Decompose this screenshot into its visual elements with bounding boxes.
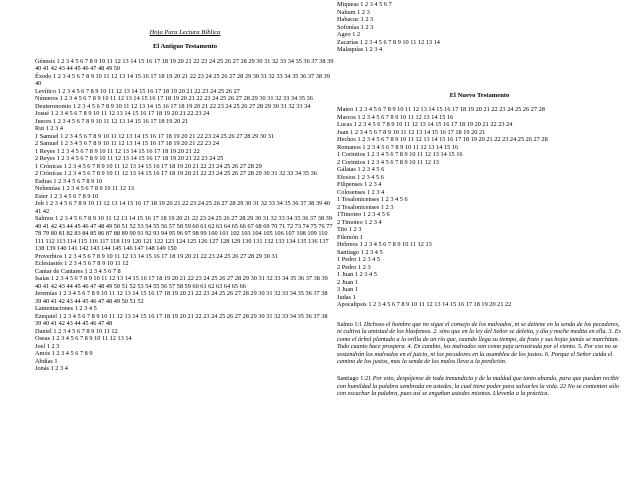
- book-name: Hebreos: [337, 241, 358, 248]
- book-row: [337, 211, 622, 219]
- book-chapters: 1 2 3 4 5 6 7 8 9 10 11 12 13 14 15 16 17 18 19 20 21 22 23 24 25 26 27 28 29 30 31 32 33 34: [72, 102, 311, 110]
- old-testament-heading: El Antiguo Testamento: [152, 43, 218, 50]
- book-name: 1 Pedro: [337, 256, 357, 263]
- book-chapters: 1 2 3 4 5: [74, 305, 97, 312]
- book-chapters: 1 2 3 4 5 6 7 8 9 10 11 12 13 14 15 16 17 18 19 20 21 22 23 24: [60, 140, 219, 147]
- book-name: Lamentaciones: [35, 305, 74, 312]
- book-name: Joel: [35, 342, 46, 350]
- book-chapters: 1 2 3 4 5 6 7 8: [84, 267, 121, 275]
- book-chapters: 1 2 3 4 5 6 7 8 9 10 11 12 13 14 15 16: [362, 143, 459, 151]
- book-chapters: 1: [354, 286, 358, 293]
- book-chapters: 1 2 3 4 5 6 7 8 9 10 11 12: [64, 260, 129, 267]
- book-chapters: 1 2 3 4 5 6 7 8 9 10 11 12 13 14 15 16 17 18 19 20 21 22 23 24 25: [56, 155, 224, 162]
- book-row: [337, 219, 622, 227]
- book-row: [35, 260, 335, 268]
- book-row: [35, 103, 335, 111]
- book-name: Éxodo: [35, 72, 52, 80]
- book-name: Jonás: [35, 365, 49, 372]
- book-name: Deuteronomio: [35, 102, 72, 110]
- book-name: Sofonías: [337, 23, 360, 31]
- book-name: 2 Reyes: [35, 155, 56, 162]
- book-row: [35, 185, 335, 193]
- book-name: 2 Samuel: [35, 140, 59, 147]
- book-name: Job: [35, 200, 44, 207]
- book-row: [35, 215, 335, 253]
- book-chapters: 1: [352, 293, 356, 301]
- book-row: [35, 88, 335, 96]
- book-name: 1 Tesalonicenses: [337, 196, 380, 203]
- book-chapters: 1 2 3 4 5 6 7 8 9 10 11 12 13 14 15 16 17 18 19 20 21 22 23 24 25 26 27 28 29: [63, 162, 262, 170]
- book-chapters: 1 2 3: [360, 23, 374, 31]
- book-row: [35, 58, 335, 73]
- book-name: Ester: [35, 192, 48, 200]
- book-row: [337, 174, 622, 182]
- book-row: [35, 313, 335, 328]
- book-row: [337, 166, 622, 174]
- book-row: [337, 46, 622, 54]
- book-chapters: 1 2 3 4: [364, 46, 383, 53]
- old-testament-book-list: [35, 58, 335, 373]
- book-name: Efesios: [337, 173, 356, 181]
- book-chapters: 1 2 3 4 5 6 7 8 9 10 11 12 13 14 15 16 17 18 19 20 21 22 23 24 25 26 27 28 29 30 31 32 33 34 35 36: [63, 170, 317, 177]
- book-row: [337, 196, 622, 204]
- book-name: Cantar de Cantares: [35, 267, 83, 275]
- book-row: [35, 170, 335, 178]
- book-chapters: 1 2 3 4 5 6 7 8 9 10 11 12 13 14 15 16 17 18 19 20 21 22 23 24 25 26 27 28 29 30 31 32 33 34 35 36 37 38 39 40 41 42 43 44 45 46 47 48 49 50 51 52 53 54 55 56 57 58 59 60 61 62 63 64 65 66: [35, 275, 328, 290]
- book-row: [35, 155, 335, 163]
- book-chapters: 1 2 3: [46, 342, 60, 350]
- book-name: Tito: [337, 226, 348, 233]
- book-row: [35, 335, 335, 343]
- book-row: [337, 16, 622, 24]
- book-name: Mateo: [337, 106, 354, 113]
- book-row: [35, 268, 335, 276]
- book-row: [337, 144, 622, 152]
- book-row: [35, 193, 335, 201]
- book-row: [35, 140, 335, 148]
- book-row: [337, 234, 622, 242]
- book-chapters: 1 2 3 4 5 6 7 8 9 10 11 12 13: [366, 158, 439, 166]
- book-chapters: 1: [54, 357, 58, 365]
- book-chapters: 1 2 3 4 5 6 7 8 9 10 11 12: [53, 327, 118, 335]
- book-chapters: 1 2 3 4 5 6 7 8 9 10 11 12 13 14 15 16 17 18 19 20 21: [53, 117, 189, 125]
- book-name: 2 Tesalonicenses: [337, 203, 380, 211]
- book-chapters: 1 2: [352, 31, 361, 38]
- book-name: 2 Timoteo: [337, 218, 363, 226]
- book-chapters: 1 2 3 4 5 6 7 8 9 10 11 12 13 14 15 16 17 18 19 20 21 22 23 24 25 26 27 28 29 30 31: [60, 132, 275, 140]
- book-name: 2 Corintios: [337, 158, 366, 166]
- book-row: [337, 204, 622, 212]
- book-chapters: 1 2 3 4 5 6 7 8 9 10 11 12 13 14 15 16 17 18 19 20 21 22 23 24 25 26 27 28 29 30 31 32 33 34 35 36 37 38 39 40 41 42 43 44 45 46 47 48: [35, 312, 328, 327]
- book-chapters: 1 2 3 4 5 6: [357, 166, 385, 173]
- book-chapters: 1 2 3 4: [366, 188, 385, 196]
- book-name: 1 Juan: [337, 271, 354, 278]
- book-row: [337, 151, 622, 159]
- book-row: [337, 256, 622, 264]
- book-row: [337, 294, 622, 302]
- book-chapters: 1 2 3 4 5 6 7 8 9 10: [49, 192, 99, 200]
- book-chapters: 1 2 3 4: [50, 365, 68, 372]
- book-row: [337, 136, 622, 144]
- book-row: [35, 178, 335, 186]
- book-chapters: 1 2 3 4 5 6 7 8 9: [51, 350, 93, 357]
- book-name: 3 Juan: [337, 286, 354, 293]
- book-name: 1 Crónicas: [35, 162, 63, 170]
- book-row: [337, 39, 622, 47]
- book-name: Esdras: [35, 177, 52, 185]
- book-name: Hechos: [337, 136, 356, 143]
- book-chapters: 1 2 3: [380, 203, 394, 211]
- book-chapters: 1 2 3 4 5: [354, 271, 377, 278]
- book-name: Nehemías: [35, 185, 61, 192]
- book-chapters: 1 2 3 4 5 6: [357, 173, 384, 181]
- book-chapters: 1 2 3 4 5 6 7 8 9 10 11 12 13 14 15 16 17 18 19 20 21 22 23 24: [353, 121, 513, 128]
- book-chapters: 1 2 3 4 5 6 7 8 9 10 11 12 13 14 15 16 17 18 19 20 21 22 23 24 25 26 27 28 29 30 31 32 33 34 35 36 37 38 39 40 41 42 43 44 45 46 47 48 49 50 51 52 53 54 55 56 57 58 59 60 61 62 63 64 65 66 67 68 69 70 71 72 73 74 75 76 77 78 79 80 81 82 83 84 85 86 87 88 89 90 91 92 93 94 95 96 97 98 99 100 101 102 103 104 105 106 107 108 109 110 111 112 113 114 115 116 117 118 119 120 121 122 123 124 125 126 127 128 129 130 131 132 133 134 135 136 137 138 139 140 141 142 143 144 145 146 147 148 149 150: [35, 215, 333, 252]
- book-row: [35, 365, 335, 373]
- book-row: [337, 121, 622, 129]
- book-chapters: 1 2 3: [358, 263, 371, 271]
- book-chapters: 1 2 3 4 5 6 7 8 9 10 11 12 13 14 15 16 17 18 19 20 21 22 23 24 25 26 27 28 29 30 31 32 33 34 35 36 37 38 39 40: [35, 72, 330, 87]
- book-chapters: 1 2 3: [360, 16, 374, 23]
- book-row: [337, 24, 622, 32]
- book-row: [337, 286, 622, 294]
- book-chapters: 1 2 3 4 5 6 7: [360, 1, 392, 8]
- book-row: [35, 305, 335, 313]
- book-name: Apocalipsis: [337, 301, 367, 308]
- book-name: Isaías: [35, 275, 50, 282]
- page-title: Hoja Para Lectura Bíblica: [149, 29, 221, 36]
- quote-text: Dichoso el hombre que no sigue el consejo de los malvados, ni se detiene en la senda de los pecadores, ni cultiva la amistad de los blasfemos. 2. sino que en la ley del Señor se deleita, y día y noche medita en ella. 3. Es como el árbol plantado a la orilla de un río que, cuando llega su tiempo, da fruto y sus hojas jamás se marchitan. Todo cuanto hace prospera. 4. En cambio, los malvados son como paja arrastrada por el viento. 5. Por eso no se sostendrán los malvados en el juicio, ni los pecadores en la asamblea de los justos. 6. Porque el Señor cuida el camino de los justos, mas la senda de los malos lleva a la perdición.: [337, 320, 621, 366]
- book-chapters: 1 2 3 4 5 6 7 8 9 10 11 12 13 14 15 16 17 18 19 20 21 22 23 24 25 26 27 28 29 30 31: [63, 252, 278, 260]
- book-chapters: 1 2 3 4 5 6 7 8 9 10 11 12 13: [61, 185, 134, 192]
- book-chapters: 1 2 3 4 5 6: [380, 196, 408, 203]
- book-row: [337, 189, 622, 197]
- book-row: [337, 129, 622, 137]
- book-chapters: 1 2 3: [348, 226, 362, 233]
- book-chapters: 1 2 3 4 5 6 7 8 9 10 11 12 13 14 15 16 17 18 19 20 21 22 23 24 25 26 27: [57, 87, 240, 95]
- book-chapters: 1 2 3 4 5 6 7 8 9 10 11 12 13: [359, 241, 432, 248]
- book-chapters: 1 2 3 4 5 6: [362, 211, 390, 218]
- book-chapters: 1 2 3: [357, 8, 370, 16]
- book-row: [337, 264, 622, 272]
- quote-text: Por esto, despójense de toda inmundicia y de la maldad que tanto abunda, para que puedan recibir con humildad la palabra sembrada en ustedes, la cual tiene poder para salvarles la vida. 22 No se contenten sólo con escuchar la palabra, pues así se engañan ustedes mismos. Llévenla a la práctica.: [337, 375, 620, 398]
- book-name: Daniel: [35, 327, 52, 335]
- book-chapters: 1 2 3 4 5 6 7 8 9 10 11 12 13 14 15 16 17 18 19 20 21 22 23 24 25 26 27 28: [357, 136, 548, 143]
- book-chapters: 1 2 3 4 5 6 7 8 9 10 11 12 13 14 15 16 17 18 19 20 21 22 23 24 25 26 27 28 29 30 31 32 33 34 35 36 37 38 39 40 41 42: [35, 200, 331, 215]
- book-name: Romanos: [337, 143, 361, 151]
- book-name: Oseas: [35, 335, 51, 342]
- book-chapters: 1 2 3 4 5 6 7 8 9 10 11 12 13 14 15 16 17 18 19 20 21 22 23 24 25 26 27 28 29 30 31 32 33 34 35 36: [59, 95, 313, 102]
- book-row: [35, 95, 335, 103]
- book-chapters: 1: [359, 233, 363, 241]
- book-chapters: 1 2 3 4 5 6 7 8 9 10 11 12 13 14 15 16 17 18 19 20 21 22: [56, 147, 200, 155]
- book-row: [337, 226, 622, 234]
- book-chapters: 1 2 3 4: [364, 181, 382, 188]
- book-row: [337, 114, 622, 122]
- book-name: Miqueas: [337, 1, 359, 8]
- book-row: [337, 9, 622, 17]
- book-row: [35, 148, 335, 156]
- scripture-quote: [337, 321, 622, 367]
- book-name: Nahum: [337, 8, 356, 16]
- book-chapters: 1 2 3 4 5 6 7 8 9 10 11 12 13 14 15 16 17 18 19 20 21 22: [368, 301, 512, 308]
- book-row: [35, 110, 335, 118]
- book-name: Juan: [337, 128, 349, 136]
- book-chapters: 1 2 3 4 5 6 7 8 9 10 11 12 13 14 15 16 17 18 19 20 21 22 23 24 25 26 27 28 29 30 31 32 33 34 35 36 37 38 39 40 41 42 43 44 45 46 47 48 49 50: [35, 57, 334, 72]
- book-row: [35, 73, 335, 88]
- book-name: Abdías: [35, 357, 53, 365]
- book-chapters: 1 2 3 4 5 6 7 8 9 10: [53, 177, 103, 185]
- book-chapters: 1 2 3 4 5 6 7 8 9 10 11 12 13 14: [51, 335, 132, 342]
- book-row: [35, 200, 335, 215]
- book-name: Habacuc: [337, 16, 360, 23]
- book-chapters: 1: [354, 278, 358, 286]
- book-name: Colosenses: [337, 188, 366, 196]
- book-name: Rut: [35, 125, 45, 132]
- book-name: Santiago: [337, 248, 360, 256]
- book-name: Filemón: [337, 233, 358, 241]
- book-row: [35, 253, 335, 261]
- book-row: [337, 106, 622, 114]
- book-chapters: 1 2 3 4 5 6 7 8 9 10 11 12 13 14 15 16 17 18 19 20 21 22 23 24: [50, 110, 210, 117]
- book-row: [337, 1, 622, 9]
- book-name: Amós: [35, 350, 51, 357]
- quote-reference: Salmo 1:1: [337, 320, 363, 328]
- book-chapters: 1 2 3 4 5 6 7 8 9 10 11 12 13 14 15 16 17 18 19 20 21: [350, 128, 486, 136]
- book-name: Judas: [337, 293, 351, 301]
- new-testament-book-list: [337, 106, 622, 309]
- scripture-quote: [337, 375, 622, 398]
- book-name: Eclesiastés: [35, 260, 63, 267]
- left-column: [35, 0, 335, 373]
- book-name: Marcos: [337, 113, 356, 121]
- book-name: 1 Samuel: [35, 132, 59, 140]
- new-testament-heading: El Nuevo Testamento: [449, 91, 510, 99]
- book-row: [35, 275, 335, 290]
- book-row: [35, 343, 335, 351]
- book-chapters: 1 2 3 4: [364, 218, 382, 226]
- book-name: Levítico: [35, 87, 56, 95]
- book-row: [337, 249, 622, 257]
- book-chapters: 1 2 3 4 5 6 7 8 9 10 11 12 13 14: [359, 38, 440, 46]
- book-row: [337, 271, 622, 279]
- book-row: [337, 159, 622, 167]
- book-name: Filipenses: [337, 181, 363, 188]
- book-name: Salmos: [35, 215, 54, 222]
- book-row: [35, 133, 335, 141]
- book-chapters: 1 2 3 4 5 6 7 8 9 10 11 12 13 14 15 16 17 18 19 20 21 22 23 24 25 26 27 28 29 30 31 32 33 34 35 36 37 38 39 40 41 42 43 44 45 46 47 48 49 50 51 52: [35, 290, 328, 305]
- book-name: Gálatas: [337, 166, 356, 173]
- book-row: [35, 125, 335, 133]
- book-name: Ezequiel: [35, 312, 58, 320]
- book-name: 2 Juan: [337, 278, 354, 286]
- old-testament-book-list-continued: [337, 1, 622, 54]
- book-name: Proverbios: [35, 252, 63, 260]
- book-name: 1Timoteo: [337, 211, 362, 218]
- quote-reference: Santiago 1:21: [337, 375, 372, 383]
- book-row: [337, 301, 622, 309]
- book-row: [35, 328, 335, 336]
- book-chapters: 1 2 3 4 5: [360, 248, 383, 256]
- book-row: [337, 181, 622, 189]
- book-row: [35, 163, 335, 171]
- book-chapters: 1 2 3 4 5 6 7 8 9 10 11 12 13 14 15 16 17 18 19 20 21 22 23 24 25 26 27 28: [354, 106, 545, 113]
- book-name: Josué: [35, 110, 49, 117]
- book-name: 2 Crónicas: [35, 170, 63, 177]
- book-name: Génesis: [35, 57, 55, 65]
- book-chapters: 1 2 3 4: [45, 125, 64, 132]
- book-name: 1 Reyes: [35, 147, 56, 155]
- book-row: [35, 290, 335, 305]
- right-column: [337, 0, 622, 398]
- book-row: [35, 358, 335, 366]
- book-chapters: 1 2 3 4 5 6 7 8 9 10 11 12 13 14 15 16: [357, 113, 454, 121]
- book-name: Jeremías: [35, 290, 58, 297]
- book-row: [337, 31, 622, 39]
- book-name: 1 Corintios: [337, 151, 366, 158]
- book-name: Malaquías: [337, 46, 364, 53]
- book-name: Jueces: [35, 117, 52, 125]
- book-name: 2 Pedro: [337, 263, 357, 271]
- book-name: Lucas: [337, 121, 353, 128]
- book-row: [337, 241, 622, 249]
- book-row: [35, 350, 335, 358]
- book-name: Zacarías: [337, 38, 359, 46]
- book-chapters: 1 2 3 4 5: [358, 256, 381, 263]
- book-row: [35, 118, 335, 126]
- book-name: Ageo: [337, 31, 351, 38]
- scripture-quotes: [337, 321, 622, 398]
- book-name: Números: [35, 95, 59, 102]
- book-row: [337, 279, 622, 287]
- book-chapters: 1 2 3 4 5 6 7 8 9 10 11 12 13 14 15 16: [366, 151, 463, 158]
